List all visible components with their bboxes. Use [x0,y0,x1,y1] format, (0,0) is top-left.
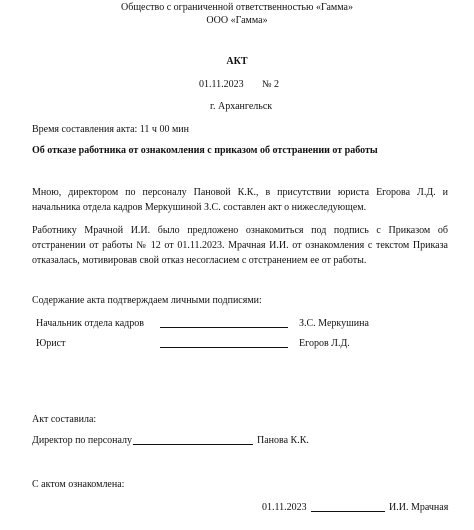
signature-line [133,444,253,445]
acquainted-name: И.И. Мрачная [389,502,449,513]
signature-line [160,327,288,328]
act-city: г. Архангельск [210,101,273,112]
compiled-label: Акт составила: [32,414,97,425]
signature-role-lawyer: Юрист [36,338,66,349]
signature-line [160,347,288,348]
acquainted-label: С актом ознакомлена: [32,479,125,490]
signature-role-head-hr: Начальник отдела кадров [36,318,144,329]
body-paragraph-1: Мною, директором по персоналу Пановой К.К., в присутствии юриста Егорова Л.Д. и начальника отдела кадров Меркушиной З.С. составлен акт о нижеследующем. [32,187,448,213]
signature-line [311,511,385,512]
act-subject: Об отказе работника от ознакомления с приказом об отстранении от работы [32,145,378,156]
compiled-name: Панова К.К. [257,435,309,446]
document-title: АКТ [226,56,248,67]
act-number: № 2 [262,79,280,90]
organization-short-name: ООО «Гамма» [206,15,268,26]
compiled-role: Директор по персоналу [32,435,133,446]
signatures-intro: Содержание акта подтверждаем личными подписями: [32,295,262,306]
organization-full-name: Общество с ограниченной ответственностью «Гамма» [121,2,353,13]
signature-name-head-hr: З.С. Меркушина [299,318,369,329]
act-date: 01.11.2023 [199,79,244,90]
signature-name-lawyer: Егоров Л.Д. [299,338,350,349]
act-time: Время составления акта: 11 ч 00 мин [32,124,189,135]
acquainted-date: 01.11.2023 [262,502,307,513]
body-paragraph-2: Работнику Мрачной И.И. было предложено ознакомиться под подпись с Приказом об отстранении от работы № 12 от 01.11.2023. Мрачная И.И. от ознакомления с текстом Приказа отказалась, мотивировав свой отказ несогласием с отстранением ее от работы. [32,225,448,266]
